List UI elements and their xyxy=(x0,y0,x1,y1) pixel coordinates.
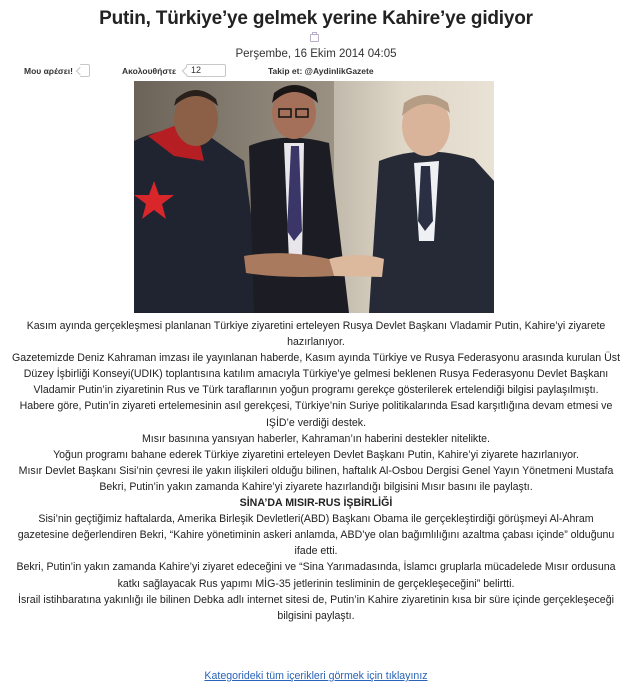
like-count-bubble xyxy=(80,64,90,77)
body-line: IŞİD’e verdiği destek. xyxy=(265,416,367,429)
body-line: katkı sağlayacak Rus yapımı MİG-35 jetlerinin tesliminin de gerçekleşeceğini” belirtti. xyxy=(117,577,515,590)
body-line: hazırlanıyor. xyxy=(287,336,345,349)
article-date: Perşembe, 16 Ekim 2014 04:05 xyxy=(235,48,397,60)
body-line: Sisi’nin geçtiğimiz haftalarda, Amerika Birleşik Devletleri(ABD) Başkanı Obama ile gerçekleştirdiği görüşmeyi Al-Ahram xyxy=(38,513,594,526)
body-line: Düzey İşbirliği Konseyi(UDIK) toplantısına katılım amacıyla Türkiye’ye gelmesi beklenen Rusya Federasyonu Devlet Başkanı xyxy=(23,368,609,381)
body-line: Mısır Devlet Başkanı Sisi’nin çevresi ile yakın ilişkileri olduğu bilinen, haftalık Al-Osbou Dergisi Genel Yayın Yönetmeni Mustafa xyxy=(18,464,614,477)
article-title: Putin, Türkiye’ye gelmek yerine Kahire’ye gidiyor xyxy=(99,8,533,29)
twitter-follow-link[interactable]: Takip et: @AydinlikGazete xyxy=(268,66,374,76)
body-line: İsrail istihbaratına yakınlığı ile bilinen Debka adlı internet sitesi de, Putin’in Kahire ziyaretinin kısa bir süre içinde gerçekleşeceği xyxy=(18,593,614,606)
follow-button[interactable]: Ακολουθήστε xyxy=(122,66,176,76)
category-link[interactable]: Kategorideki tüm içerikleri görmek için tıklayınız xyxy=(204,670,428,682)
article-photo xyxy=(134,81,494,313)
body-line: Gazetemizde Deniz Kahraman imzası ile yayınlanan haberde, Kasım ayında Türkiye ve Rusya Federasyonu arasında kurulan Üst xyxy=(11,352,621,365)
body-line: Vladamir Putin’in ziyaretinin Rus ve Türk taraflarının yoğun programı gerekçe gösterilerek ertelendiği bilgisi paylaşılmıştı. xyxy=(33,384,599,397)
body-line: Yoğun programı bahane ederek Türkiye ziyaretini erteleyen Devlet Başkanı Putin, Kahire’yi ziyarete hazırlanıyor. xyxy=(53,448,579,461)
print-icon[interactable] xyxy=(310,34,319,42)
body-line: Habere göre, Putin’in ziyareti ertelemesinin asıl gerekçesi, Türkiye’nin Suriye politikalarında Esad karşıtlığına devam etmesi ve xyxy=(19,400,613,413)
facebook-like-button[interactable]: Μου αρέσει! xyxy=(24,66,73,76)
follow-count-bubble: 12 xyxy=(186,64,226,77)
body-line: Mısır basınına yansıyan haberler, Kahraman’ın haberini destekler nitelikte. xyxy=(141,432,491,445)
body-line: Bekri, Putin’in yakın zamanda Kahire’yi ziyarete hazırlandığı bilgisini Mısır basını ile paylaştı. xyxy=(99,480,533,493)
body-line: ifade etti. xyxy=(294,545,338,558)
section-subheading: SİNA’DA MISIR-RUS İŞBİRLİĞİ xyxy=(239,497,393,510)
photo-illustration xyxy=(134,81,494,313)
body-line: Bekri, Putin’in yakın zamanda Kahire’yi ziyaret edeceğini ve “Sina Yarımadasında, İslamcı gruplarla mücadelede Mısır ordusuna xyxy=(16,561,616,574)
body-line: Kasım ayında gerçekleşmesi planlanan Türkiye ziyaretini erteleyen Rusya Devlet Başkanı Vladamir Putin, Kahire’yi ziyarete xyxy=(26,320,606,332)
article-body xyxy=(0,318,632,624)
body-line: bilgisini paylaştı. xyxy=(277,609,355,622)
body-line: gazetesine değerlendiren Bekri, “Kahire yönetiminin askeri anlamda, ABD’ye olan bağımlılığını azaltma çabası içinde” olduğunu xyxy=(17,529,615,542)
